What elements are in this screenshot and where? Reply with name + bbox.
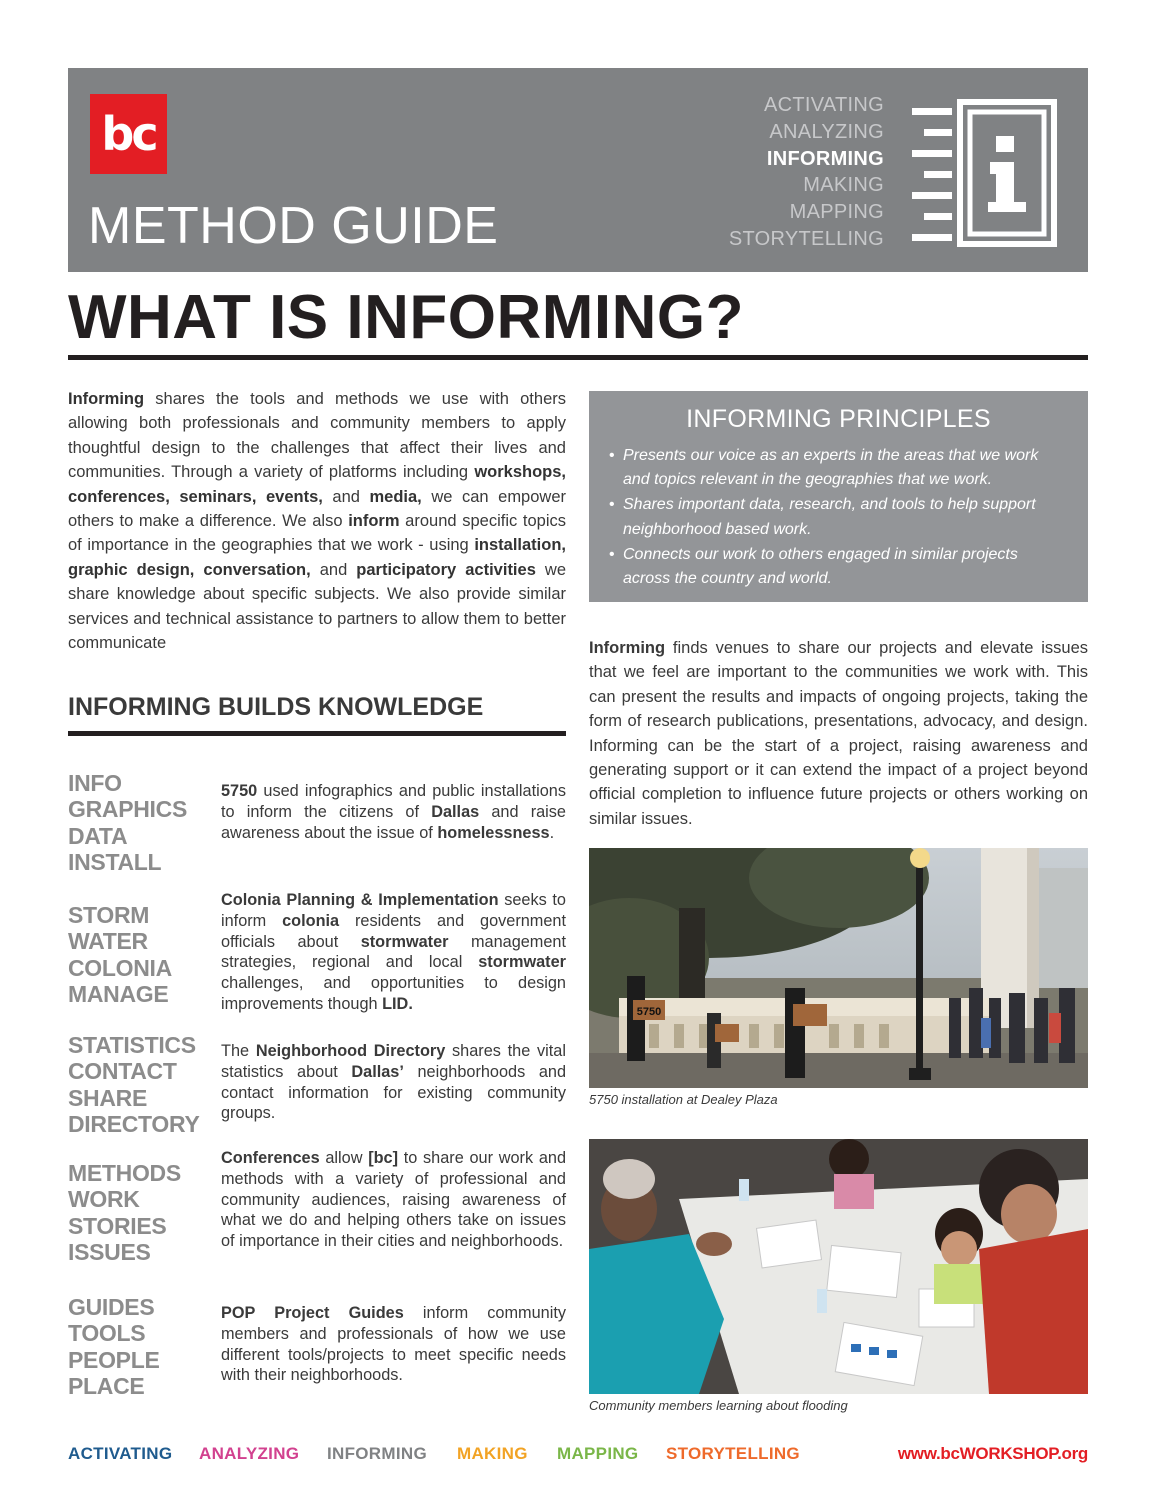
item-description: 5750 used infographics and public installations to inform the citizens of Dallas and raise awareness about the issue of homelessness. xyxy=(221,782,566,842)
category-list xyxy=(729,92,884,253)
informing-info-icon xyxy=(912,98,1062,248)
section-divider xyxy=(68,731,566,736)
photo-community-workshop xyxy=(589,1139,1088,1394)
sign-5750-label: 5750 xyxy=(636,1006,662,1018)
footer-mapping: MAPPING xyxy=(557,1444,639,1463)
photo2-caption: Community members learning about flooding xyxy=(589,1398,848,1413)
item-description: POP Project Guides inform community members and professionals of how we use different tools/projects to meet specific needs with their neighborhoods. xyxy=(221,1304,566,1385)
informing-principles-box xyxy=(589,391,1088,602)
footer-informing: INFORMING xyxy=(327,1444,427,1463)
principles-title: INFORMING PRINCIPLES xyxy=(686,405,991,433)
category-mapping: MAPPING xyxy=(789,201,884,224)
footer-website-link[interactable]: www.bcWORKSHOP.org xyxy=(897,1444,1088,1463)
category-activating: ACTIVATING xyxy=(763,94,884,116)
builds-knowledge-heading: INFORMING BUILDS KNOWLEDGE xyxy=(68,693,484,721)
category-informing: INFORMING xyxy=(766,147,884,170)
item-keywords: GUIDES TOOLS PEOPLE PLACE xyxy=(68,1294,160,1400)
item-description: Colonia Planning & Implementation seeks to inform colonia residents and government officials about stormwater management strategies, regional and local stormwater challenges, and opportunities to design improvements though LID. xyxy=(221,891,566,1013)
bc-logo: bc xyxy=(90,94,167,174)
principles-list xyxy=(609,444,1069,592)
footer-nav xyxy=(68,1444,1088,1468)
footer-making: MAKING xyxy=(457,1444,528,1463)
category-analyzing: ANALYZING xyxy=(769,120,884,143)
footer-analyzing: ANALYZING xyxy=(199,1444,300,1463)
principle-item: • Shares important data, research, and tools to help support neighborhood based work. xyxy=(609,493,1069,541)
intro-paragraph: Informing shares the tools and methods we use with others allowing both professionals and community members to apply thoughtful design to the challenges that affect their lives and communities. Through a variety of platforms including workshops, conferences, seminars, events, and media, we can empower others to make a difference. We also inform around specific topics of importance in the geographies that we work - using installation, graphic design, conversation, and participatory activities we share knowledge about specific subjects. We also provide similar services and technical assistance to partners to allow them to better communicate xyxy=(68,390,567,653)
header-banner xyxy=(68,68,1088,272)
item-keywords: STORM WATER COLONIA MANAGE xyxy=(68,902,172,1008)
category-making: MAKING xyxy=(803,174,884,197)
principle-item: • Connects our work to others engaged in similar projects across the country and world. xyxy=(609,543,1069,591)
page-title: WHAT IS INFORMING? xyxy=(68,283,744,352)
title-divider xyxy=(68,355,1088,360)
community-workshop-image xyxy=(589,1139,1088,1394)
footer-storytelling: STORYTELLING xyxy=(666,1444,800,1463)
photo1-caption: 5750 installation at Dealey Plaza xyxy=(589,1092,778,1107)
principle-item: • Presents our voice as an experts in the areas that we work and topics relevant in the geographies that we work. xyxy=(609,444,1069,492)
item-description: The Neighborhood Directory shares the vital statistics about Dallas’ neighborhoods and contact information for existing community groups. xyxy=(221,1042,566,1123)
item-description: Conferences allow [bc] to share our work and methods with a variety of professional and community audiences, raising awareness of what we do and helping others take on issues of importance in their cities and neighborhoods. xyxy=(221,1149,566,1251)
footer-activating: ACTIVATING xyxy=(68,1444,173,1463)
photo-dealey-plaza xyxy=(589,848,1088,1088)
item-keywords: METHODS WORK STORIES ISSUES xyxy=(68,1160,181,1266)
method-guide-label: METHOD GUIDE xyxy=(88,197,499,255)
right-paragraph: Informing finds venues to share our projects and elevate issues that we feel are important to the communities we work with. This can present the results and impacts of ongoing projects, taking the form of research publications, presentations, advocacy, and design. Informing can be the start of a project, raising awareness and generating support or it can extend the impact of a project beyond official completion to influence future projects or others working on similar issues. xyxy=(589,639,1088,828)
category-storytelling: STORYTELLING xyxy=(728,227,884,250)
item-keywords: STATISTICS CONTACT SHARE DIRECTORY xyxy=(68,1032,200,1138)
dealey-plaza-image xyxy=(589,848,1088,1088)
item-keywords: INFO GRAPHICS DATA INSTALL xyxy=(68,770,188,876)
